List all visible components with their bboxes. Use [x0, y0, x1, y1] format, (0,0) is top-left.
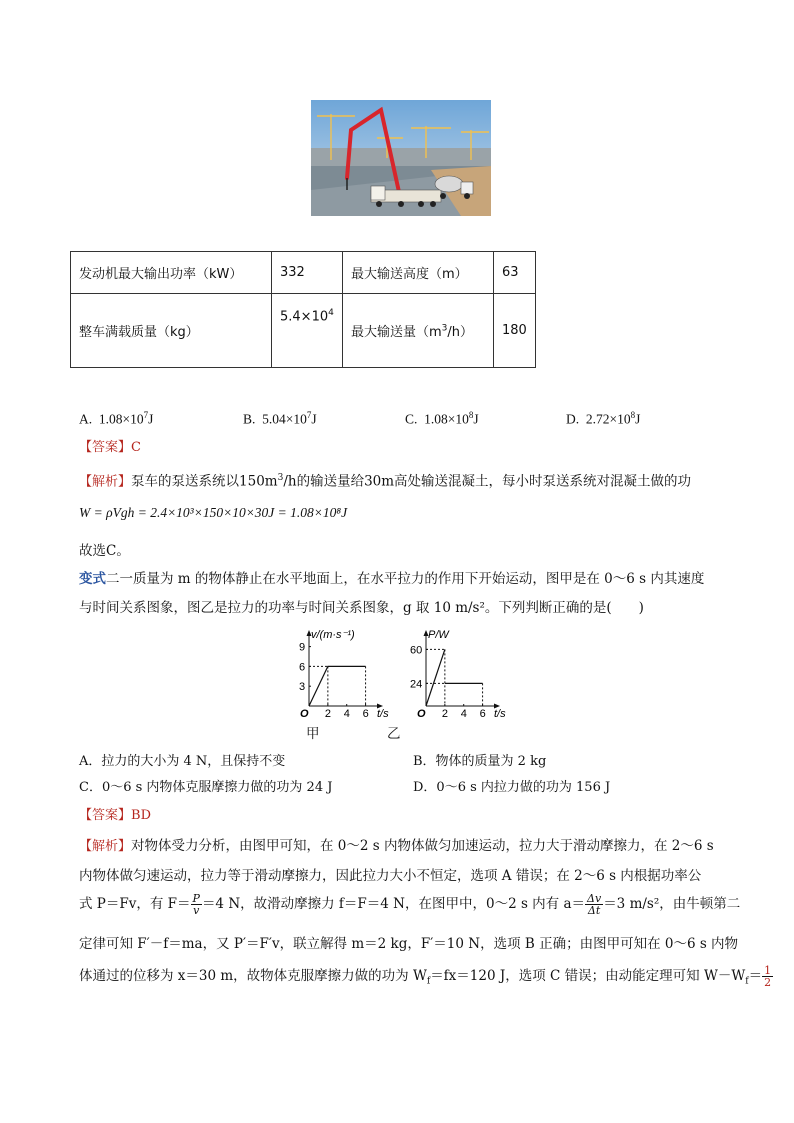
pump-truck-photo	[311, 100, 491, 216]
origin-label: O	[300, 708, 309, 720]
y-axis-label: v/(m·s⁻¹)	[311, 629, 355, 641]
x-tick-label: 2	[324, 708, 331, 720]
y-axis-label: P/W	[428, 629, 449, 641]
analysis-1: 【解析】泵车的泵送系统以$150m^3/h$的输送量给30m高处输送混凝土，每小时泵送系统对混凝土做的功	[79, 473, 692, 490]
y-tick-label: 9	[299, 641, 306, 654]
option-d: D. $2.72\times 10^8J$	[566, 410, 641, 427]
answer-2: 【答案】BD	[79, 808, 151, 823]
option-d-2: D．0～6 s 内拉力做的功为 156 J	[413, 780, 611, 795]
x-tick-label: 2	[441, 708, 448, 720]
variant-line-2: 与时间关系图象，图乙是拉力的功率与时间关系图象，g 取 10 m/s²。下列判断正确的是( )	[79, 600, 644, 616]
table-cell: 63	[494, 252, 536, 294]
x-axis-label: t/s	[494, 708, 506, 720]
table-cell: 整车满载质量（kg）	[71, 294, 272, 368]
option-a: A. $1.08\times 10^7J$	[79, 410, 154, 427]
variant-line-1: 变式二一质量为 m 的物体静止在水平地面上，在水平拉力的作用下开始运动，图甲是在 0～6 s 内其速度	[79, 571, 705, 587]
velocity-line	[309, 666, 366, 706]
x-tick-label: 6	[362, 708, 369, 720]
analysis-2-line-4: 定律可知 F′－f＝ma，又 P′＝F′v，联立解得 m＝2 kg，F′＝10 N，选项 B 正确；由图甲可知在 0～6 s 内物	[79, 936, 739, 952]
table-cell: 最大输送量$(m^3/h)$	[343, 294, 494, 368]
conclusion-1: 故选C。	[79, 543, 130, 559]
analysis-2-line-2: 内物体做匀速运动，拉力等于滑动摩擦力，因此拉力大小不恒定，选项 A 错误；在 2～6 s 内根据功率公	[79, 868, 702, 884]
y-tick-label: 6	[299, 661, 306, 674]
option-b: B. $5.04\times 10^7J$	[243, 410, 317, 427]
table-cell: 最大输送高度（m）	[343, 252, 494, 294]
x-tick-label: 4	[460, 708, 467, 720]
answer-1: 【答案】C	[79, 440, 141, 455]
table-cell: 180	[494, 294, 536, 368]
origin-label: O	[417, 708, 426, 720]
x-tick-label: 6	[479, 708, 486, 720]
y-tick-label: 60	[410, 644, 423, 657]
option-c: C. $1.08\times 10^8J$	[405, 410, 479, 427]
option-a-2: A．拉力的大小为 4 N，且保持不变	[79, 754, 286, 769]
y-tick-label: 24	[410, 678, 423, 691]
x-tick-label: 4	[343, 708, 350, 720]
chart-power	[400, 628, 510, 718]
table-cell: $5.4\times 10^4$	[272, 294, 343, 368]
chart-velocity	[285, 628, 389, 720]
formula-1: W = ρVgh = 2.4×10³×150×10×30J = 1.08×10⁸J	[79, 505, 348, 520]
option-b-2: B．物体的质量为 2 kg	[413, 754, 547, 769]
spec-table	[70, 251, 536, 368]
y-tick-label: 3	[299, 681, 306, 694]
power-segment	[426, 649, 445, 706]
analysis-2-line-3: 式 P＝Fv，有 F＝ $\frac{P}{v}$ ＝4 N，故滑动摩擦力 f＝F＝4 N，在图甲中，0～2 s 内有 a＝ $\frac{\Delta v}{\Delta t}$ ＝3 m/s²，由牛顿第二	[79, 892, 741, 917]
x-axis-label: t/s	[377, 708, 389, 720]
table-cell: 332	[272, 252, 343, 294]
chart-title-yi: 乙	[387, 726, 401, 742]
analysis-2-line-5: 体通过的位移为 x＝30 m，故物体克服摩擦力做的功为 $W_f=fx=120$ J，选项 C 错误；由动能定理可知 $W-W_f=$ $\frac{1}{2}$	[79, 964, 772, 989]
option-c-2: C．0～6 s 内物体克服摩擦力做的功为 24 J	[79, 780, 333, 795]
analysis-2-line-1: 【解析】对物体受力分析，由图甲可知，在 0～2 s 内物体做匀加速运动，拉力大于滑动摩擦力，在 2～6 s	[79, 838, 714, 854]
table-cell: 发动机最大输出功率（kW）	[71, 252, 272, 294]
chart-title-jia: 甲	[306, 726, 320, 742]
